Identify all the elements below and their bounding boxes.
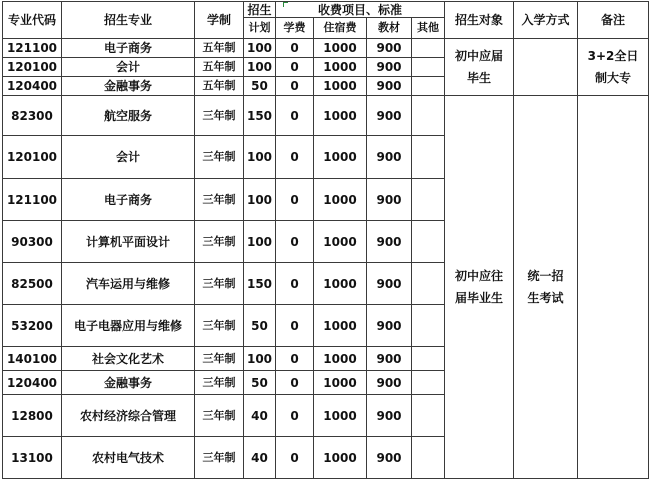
cell-other[interactable]	[412, 39, 445, 58]
cell-lodging[interactable]: 1000	[314, 58, 367, 77]
cell-tuition[interactable]: 0	[276, 371, 314, 395]
cell-code[interactable]: 120100	[3, 58, 62, 77]
cell-tuition[interactable]: 0	[276, 221, 314, 263]
cell-other[interactable]	[412, 263, 445, 305]
cell-tuition[interactable]: 0	[276, 39, 314, 58]
cell-lodging[interactable]: 1000	[314, 437, 367, 479]
cell-lodging[interactable]: 1000	[314, 39, 367, 58]
cell-tuition[interactable]: 0	[276, 347, 314, 371]
cell-lodging[interactable]: 1000	[314, 263, 367, 305]
cell-tuition[interactable]: 0	[276, 263, 314, 305]
header-fees-group[interactable]: 收费项目、标准	[276, 2, 445, 18]
cell-code[interactable]: 90300	[3, 221, 62, 263]
cell-books[interactable]: 900	[367, 437, 412, 479]
cell-note-three-year[interactable]	[578, 96, 649, 479]
header-duration[interactable]: 学制	[195, 2, 244, 39]
cell-major[interactable]: 电子商务	[62, 39, 195, 58]
cell-other[interactable]	[412, 136, 445, 179]
cell-books[interactable]: 900	[367, 136, 412, 179]
cell-duration[interactable]: 三年制	[195, 395, 244, 437]
cell-major[interactable]: 金融事务	[62, 371, 195, 395]
cell-major[interactable]: 金融事务	[62, 77, 195, 96]
header-fee-lodging[interactable]: 住宿费	[314, 18, 367, 39]
cell-lodging[interactable]: 1000	[314, 347, 367, 371]
cell-books[interactable]: 900	[367, 263, 412, 305]
header-code[interactable]: 专业代码	[3, 2, 62, 39]
cell-tuition[interactable]: 0	[276, 58, 314, 77]
header-fee-tuition[interactable]: 学费	[276, 18, 314, 39]
cell-plan[interactable]: 40	[244, 395, 276, 437]
cell-plan[interactable]: 100	[244, 347, 276, 371]
cell-code[interactable]: 82300	[3, 96, 62, 136]
cell-duration[interactable]: 三年制	[195, 96, 244, 136]
cell-other[interactable]	[412, 395, 445, 437]
cell-duration[interactable]: 三年制	[195, 221, 244, 263]
table-row	[3, 96, 649, 136]
cell-lodging[interactable]: 1000	[314, 395, 367, 437]
cell-major[interactable]: 农村经济综合管理	[62, 395, 195, 437]
cell-major[interactable]: 社会文化艺术	[62, 347, 195, 371]
cell-code[interactable]: 120400	[3, 77, 62, 96]
cell-major[interactable]: 航空服务	[62, 96, 195, 136]
cell-books[interactable]: 900	[367, 179, 412, 221]
cell-plan[interactable]: 100	[244, 58, 276, 77]
cell-code[interactable]: 53200	[3, 305, 62, 347]
header-fee-other[interactable]: 其他	[412, 18, 445, 39]
cell-code[interactable]: 121100	[3, 39, 62, 58]
cell-tuition[interactable]: 0	[276, 305, 314, 347]
cell-books[interactable]: 900	[367, 395, 412, 437]
cell-books[interactable]: 900	[367, 58, 412, 77]
cell-lodging[interactable]: 1000	[314, 221, 367, 263]
cell-plan[interactable]: 100	[244, 179, 276, 221]
cell-code[interactable]: 121100	[3, 179, 62, 221]
cell-tuition[interactable]: 0	[276, 437, 314, 479]
cell-tuition[interactable]: 0	[276, 136, 314, 179]
cell-plan[interactable]: 50	[244, 77, 276, 96]
cell-duration[interactable]: 三年制	[195, 263, 244, 305]
cell-books[interactable]: 900	[367, 221, 412, 263]
cell-major[interactable]: 会计	[62, 58, 195, 77]
cell-major[interactable]: 电子电器应用与维修	[62, 305, 195, 347]
cell-lodging[interactable]: 1000	[314, 371, 367, 395]
cell-other[interactable]	[412, 77, 445, 96]
cell-other[interactable]	[412, 437, 445, 479]
cell-plan[interactable]: 50	[244, 371, 276, 395]
cell-duration[interactable]: 五年制	[195, 39, 244, 58]
cell-other[interactable]	[412, 58, 445, 77]
cell-code[interactable]: 12800	[3, 395, 62, 437]
cell-plan[interactable]: 40	[244, 437, 276, 479]
header-notes[interactable]: 备注	[578, 2, 649, 39]
table-row	[3, 39, 649, 58]
cell-tuition[interactable]: 0	[276, 77, 314, 96]
cell-duration[interactable]: 三年制	[195, 347, 244, 371]
cell-duration[interactable]: 三年制	[195, 179, 244, 221]
cell-major[interactable]: 计算机平面设计	[62, 221, 195, 263]
cell-other[interactable]	[412, 305, 445, 347]
cell-duration[interactable]: 三年制	[195, 371, 244, 395]
cell-plan[interactable]: 100	[244, 221, 276, 263]
cell-tuition[interactable]: 0	[276, 179, 314, 221]
cell-books[interactable]: 900	[367, 39, 412, 58]
header-row-top	[3, 2, 649, 18]
cell-target-five-year[interactable]: 初中应届毕生	[445, 39, 514, 96]
cell-lodging[interactable]: 1000	[314, 136, 367, 179]
cell-books[interactable]: 900	[367, 371, 412, 395]
cell-lodging[interactable]: 1000	[314, 305, 367, 347]
cell-books[interactable]: 900	[367, 305, 412, 347]
cell-code[interactable]: 120100	[3, 136, 62, 179]
cell-lodging[interactable]: 1000	[314, 179, 367, 221]
cell-major[interactable]: 电子商务	[62, 179, 195, 221]
cell-duration[interactable]: 五年制	[195, 77, 244, 96]
cell-other[interactable]	[412, 179, 445, 221]
header-plan-top[interactable]: 招生	[244, 2, 276, 18]
cell-lodging[interactable]: 1000	[314, 77, 367, 96]
cell-books[interactable]: 900	[367, 96, 412, 136]
cell-tuition[interactable]: 0	[276, 395, 314, 437]
cell-duration[interactable]: 五年制	[195, 58, 244, 77]
cell-plan[interactable]: 100	[244, 136, 276, 179]
header-major[interactable]: 招生专业	[62, 2, 195, 39]
cell-plan[interactable]: 100	[244, 39, 276, 58]
cell-major[interactable]: 汽车运用与维修	[62, 263, 195, 305]
header-target[interactable]: 招生对象	[445, 2, 514, 39]
cell-tuition[interactable]: 0	[276, 96, 314, 136]
cell-code[interactable]: 13100	[3, 437, 62, 479]
header-fee-books[interactable]: 教材	[367, 18, 412, 39]
cell-code[interactable]: 82500	[3, 263, 62, 305]
cell-note-five-year[interactable]: 3+2全日制大专	[578, 39, 649, 96]
cell-lodging[interactable]: 1000	[314, 96, 367, 136]
cell-duration[interactable]: 三年制	[195, 305, 244, 347]
cell-code[interactable]: 120400	[3, 371, 62, 395]
cell-other[interactable]	[412, 371, 445, 395]
header-plan-bottom[interactable]: 计划	[244, 18, 276, 39]
cell-admission-five-year[interactable]	[514, 39, 578, 96]
cell-other[interactable]	[412, 221, 445, 263]
cell-plan[interactable]: 50	[244, 305, 276, 347]
cell-major[interactable]: 会计	[62, 136, 195, 179]
cell-major[interactable]: 农村电气技术	[62, 437, 195, 479]
cell-target-three-year[interactable]: 初中应往届毕业生	[445, 96, 514, 479]
cell-duration[interactable]: 三年制	[195, 437, 244, 479]
cell-books[interactable]: 900	[367, 77, 412, 96]
cell-plan[interactable]: 150	[244, 96, 276, 136]
cell-books[interactable]: 900	[367, 347, 412, 371]
cell-plan[interactable]: 150	[244, 263, 276, 305]
cell-code[interactable]: 140100	[3, 347, 62, 371]
enrollment-table	[2, 1, 649, 479]
header-admission[interactable]: 入学方式	[514, 2, 578, 39]
cell-other[interactable]	[412, 347, 445, 371]
cell-duration[interactable]: 三年制	[195, 136, 244, 179]
cell-other[interactable]	[412, 96, 445, 136]
cell-admission-three-year[interactable]: 统一招生考试	[514, 96, 578, 479]
